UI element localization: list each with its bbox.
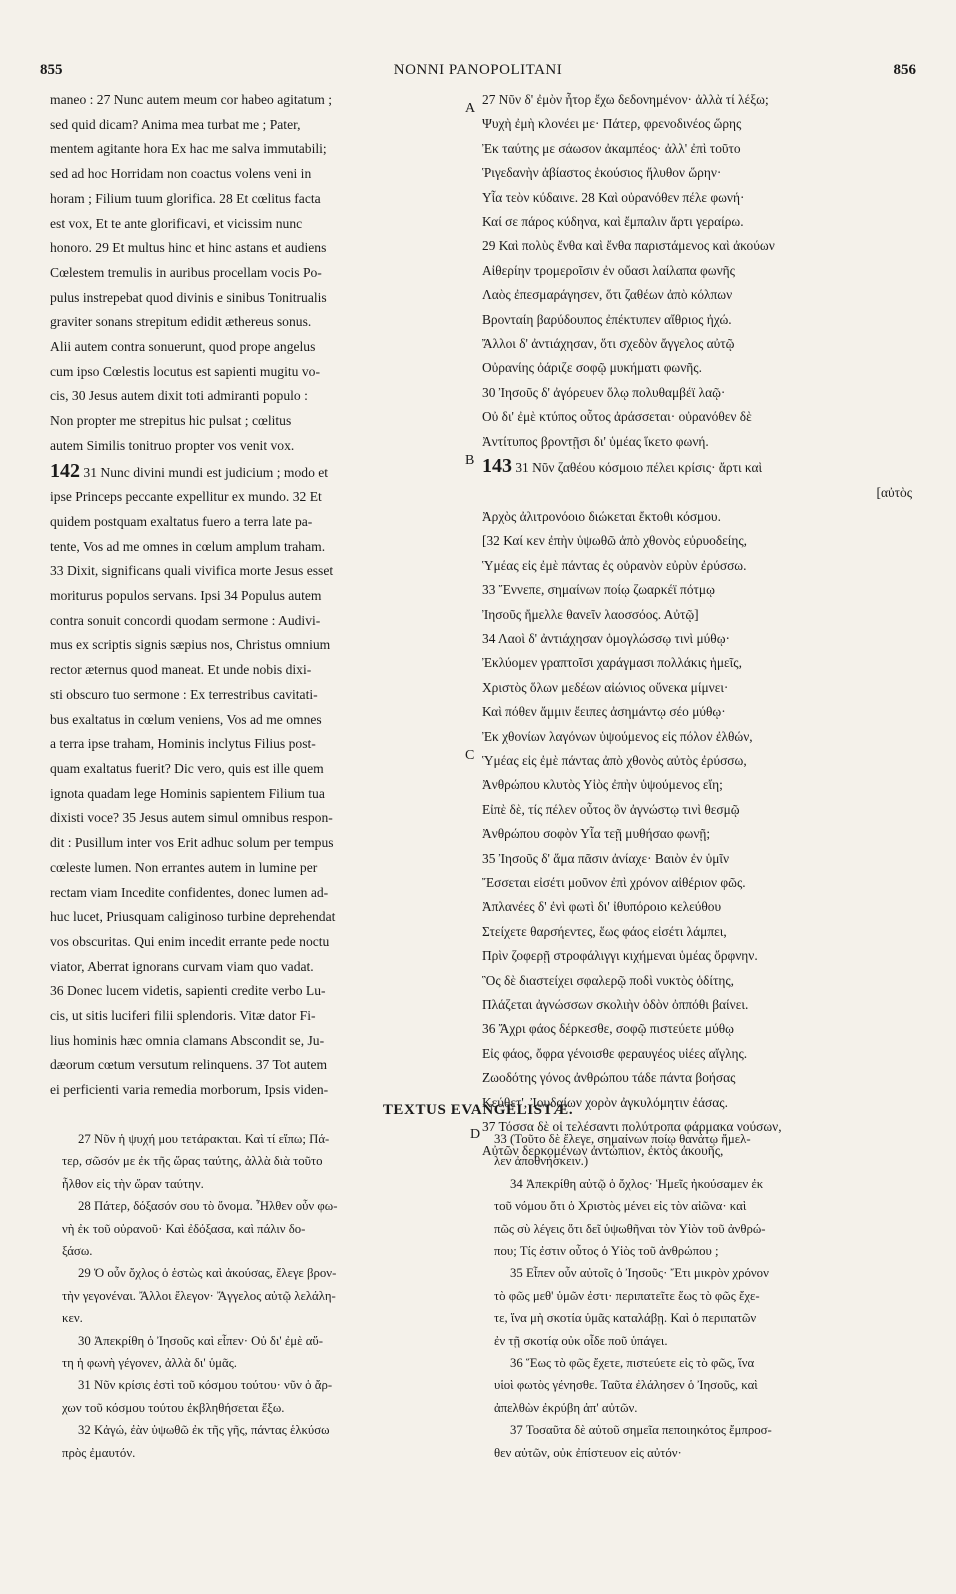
evangel-text-left xyxy=(62,1128,460,1464)
greek-verse-line: [32 Καί κεν ἐπὴν ὑψωθῶ ἀπὸ χθονὸς εὐρυοδείης, xyxy=(482,533,748,549)
running-title: NONNI PANOPOLITANI xyxy=(393,62,563,78)
greek-verse-line: Ὑμέας εἰς ἐμὲ πάντας ἀπὸ χθονὸς αὐτὸς ἐρύσσω, xyxy=(482,752,747,768)
greek-verse-line: Ἰησοῦς ἤμελλε θανεῖν λαοσσόος. Αὐτῷ] xyxy=(482,606,699,622)
greek-verse-line: Ἄλλοι δ' ἀντιάχησαν, ὅτι σχεδὸν ἄγγελος αὐτῷ xyxy=(482,336,735,352)
latin-text-line: 33 Dixit, significans quali vivifica morte Jesus esset xyxy=(50,563,334,579)
greek-verse-line: Υἷα τεὸν κύδαινε. 28 Καὶ οὐρανόθεν πέλε φωνή· xyxy=(482,189,745,205)
greek-verse-line: 34 Λαοὶ δ' ἀντιάχησαν ὁμογλώσσῳ τινὶ μύθῳ· xyxy=(482,630,730,646)
evangel-line: 32 Κἀγώ, ἐὰν ὑψωθῶ ἐκ τῆς γῆς, πάντας ἑλκύσω xyxy=(78,1423,330,1438)
greek-verse-line: 29 Καὶ πολὺς ἔνθα καὶ ἔνθα παριστάμενος καὶ ἀκούων xyxy=(482,238,775,254)
evangel-line: 29 Ὁ οὖν ὄχλος ὁ ἑστὼς καὶ ἀκούσας, ἔλεγε βρον- xyxy=(78,1266,337,1281)
latin-text-line: lius hominis hæc omnia clamans Abscondit se, Ju- xyxy=(50,1032,325,1048)
greek-verse-line: Ῥιγεδανὴν ἀβίαστος ἑκούσιος ἤλυθον ὥρην· xyxy=(482,165,722,181)
greek-verse-line: Ἐκ ταύτης με σάωσον ἀκαμπέος· ἀλλ' ἐπὶ τοῦτο xyxy=(482,140,741,156)
latin-text-line: sti obscuro tuo sermone : Ex terrestribus cavitati- xyxy=(50,686,318,702)
evangel-line: θεν αὐτῶν, οὐκ ἐπίστευον εἰς αὐτόν· xyxy=(494,1445,682,1460)
greek-verse-line: Ζωοδότης γόνος ἀνθρώπου τάδε πάντα βοήσας xyxy=(482,1070,736,1086)
greek-verse-line: Ψυχὴ ἐμὴ κλονέει με· Πάτερ, φρενοδινέος ὥρης xyxy=(482,116,742,132)
evangel-line: τὸ φῶς μεθ' ὑμῶν ἐστι· περιπατεῖτε ἕως τὸ φῶς ἔχε- xyxy=(494,1288,760,1303)
evangel-line: 27 Νῦν ἡ ψυχή μου τετάρακται. Καὶ τί εἴπω; Πά- xyxy=(78,1132,330,1146)
latin-text-line: horam ; Filium tuum glorifica. 28 Et cœlitus facta xyxy=(50,190,321,206)
evangel-line: ἀπελθὼν ἐκρύβη ἀπ' αὐτῶν. xyxy=(494,1400,638,1415)
latin-text-line: est vox, Et te ante glorificavi, et vicissim nunc xyxy=(50,215,303,231)
latin-text-line: dixisti voce? 35 Jesus autem simul omnibus respon- xyxy=(50,810,333,826)
latin-text-line: quam exaltatus fuerit? Dic vero, quis est ille quem xyxy=(50,760,324,776)
section-number-142: 142 xyxy=(50,459,80,482)
greek-verse-line: 27 Νῦν δ' ἐμὸν ἦτορ ἔχω δεδονημένον· ἀλλὰ τί λέξω; xyxy=(482,92,769,107)
greek-verse-line: Ἀπλανέες δ' ἐνὶ φωτὶ δι' ἰθυπόροιο κελεύθου xyxy=(482,899,722,915)
evangel-line: 35 Εἶπεν οὖν αὐτοῖς ὁ Ἰησοῦς· Ἔτι μικρὸν χρόνον xyxy=(510,1266,769,1281)
greek-verse-line: Πλάζεται ἀγνώσσων σκολιὴν ὁδὸν ὀππόθι βαίνει. xyxy=(482,997,749,1013)
greek-verse-line: Ἀνθρώπου κλυτὸς Υἱὸς ἐπὴν ὑψούμενος εἴη; xyxy=(482,777,723,793)
latin-text-line: rector æternus quod maneat. Et unde nobis dixi- xyxy=(50,662,312,678)
greek-verse-line: Καὶ πόθεν ἄμμιν ἔειπες ἀσημάντῳ σέο μύθῳ· xyxy=(482,704,726,720)
evangel-line: πρὸς ἐμαυτόν. xyxy=(62,1445,136,1460)
evangel-text-right xyxy=(494,1128,912,1464)
evangel-line: κεν. xyxy=(62,1311,83,1326)
greek-verse-line: Ὃς δὲ διαστείχει σφαλερῷ ποδὶ νυκτὸς ὁδίτης, xyxy=(482,972,734,988)
evangel-line: ἐν τῇ σκοτίᾳ οὐκ οἶδε ποῦ ὑπάγει. xyxy=(494,1333,668,1348)
greek-verse-line: Αὐτῶν δερκομένων ἀντώπιον, ἐκτὸς ἀκουῆς, xyxy=(482,1143,724,1159)
latin-text-line: cis, ut sitis luciferi filii splendoris. Vitæ dator Fi- xyxy=(50,1008,316,1024)
greek-verse-line: 37 Τόσσα δὲ οἱ τελέσαντι πολύτροπα φάρμακα νούσων, xyxy=(482,1119,782,1135)
evangel-line: 31 Νῦν κρίσις ἐστὶ τοῦ κόσμου τούτου· νῦν ὁ ἄρ- xyxy=(78,1378,333,1393)
evangel-line: χων τοῦ κόσμου τούτου ἐκβληθήσεται ἔξω. xyxy=(62,1400,285,1415)
evangel-line: 34 Ἀπεκρίθη αὐτῷ ὁ ὄχλος· Ἡμεῖς ἠκούσαμεν ἐκ xyxy=(510,1176,764,1191)
greek-verse-line: Πρὶν ζοφερῇ στροφάλιγγι κιχήμεναι ὑμέας ὄρφνην. xyxy=(482,948,758,964)
evangel-line: τὴν γεγονέναι. Ἄλλοι ἔλεγον· Ἄγγελος αὐτῷ λελάλη- xyxy=(62,1288,336,1303)
greek-verse-line: Εἰς φάος, ὄφρα γένοισθε φεραυγέος υἱέες αἴγλης. xyxy=(482,1045,748,1061)
greek-verse-line: Αἰθερίην τρομεροῖσιν ἐν οὔασι λαίλαπα φωνῆς xyxy=(482,262,735,278)
greek-verse-line: Ὑμέας εἰς ἐμὲ πάντας ἐς οὐρανὸν εὐρὺν ἐρύσσω. xyxy=(482,557,747,573)
page-number-right: 856 xyxy=(893,62,916,78)
latin-section-line xyxy=(50,459,460,486)
latin-text-line: sed ad hoc Horridam non coactus volens veni in xyxy=(50,166,312,182)
latin-text-line: rectam viam Incedite confidentes, donec lumen ad- xyxy=(50,884,329,900)
greek-verse-line: 30 Ἰησοῦς δ' ἀγόρευεν ὅλῳ πολυθαμβέϊ λαῷ· xyxy=(482,384,726,400)
greek-verse-line: 35 Ἰησοῦς δ' ἅμα πᾶσιν ἀνίαχε· Βαιὸν ἐν ὑμῖν xyxy=(482,850,730,866)
evangel-line: που; Τίς ἐστιν οὗτος ὁ Υἱὸς τοῦ ἀνθρώπου ; xyxy=(494,1244,719,1259)
greek-section-continuation: [αὐτὸς xyxy=(876,484,912,500)
greek-verse-line: Βρονταίη βαρύδουπος ἐπέκτυπεν αἴθριος ἠχώ. xyxy=(482,311,732,327)
margin-letter-c: C xyxy=(465,748,475,763)
greek-verse-line: Καί σε πάρος κύδηνα, καὶ ἔμπαλιν ἄρτι γεραίρω. xyxy=(482,214,744,230)
greek-verse-line: Ἀνθρώπου σοφὸν Υἷα τεῇ μυθήσαο φωνῇ; xyxy=(482,826,711,842)
latin-text-line: sed quid dicam? Anima mea turbat me ; Pater, xyxy=(50,116,301,132)
latin-text-line: graviter sonans strepitum edidit æthereus sonus. xyxy=(50,314,312,330)
page-number-left: 855 xyxy=(40,62,63,78)
evangel-line: ἦλθον εἰς τὴν ὥραν ταύτην. xyxy=(62,1176,204,1191)
greek-verse-line: Ἔσσεται εἰσέτι μοῦνον ἐπὶ χρόνον αἰθέριον φῶς. xyxy=(482,875,746,890)
latin-text-line: cis, 30 Jesus autem dixit toti admiranti populo : xyxy=(50,388,308,404)
greek-verse-line: Στείχετε θαρσήεντες, ἕως φάος εἰσέτι λάμπει, xyxy=(482,923,727,939)
latin-text-line: cœleste lumen. Non errantes autem in lumine per xyxy=(50,859,318,875)
greek-verse-line: Οὐ δι' ἐμὲ κτύπος οὗτος ἀράσσεται· οὐρανόθεν δὲ xyxy=(482,409,752,425)
latin-text-line: Cœlestem tremulis in auribus procellam vocis Po- xyxy=(50,264,322,280)
evangel-line: νὴ ἐκ τοῦ οὐρανοῦ· Καὶ ἐδόξασα, καὶ πάλιν δο- xyxy=(62,1221,306,1236)
latin-text-line: viator, Aberrat ignorans curvam viam quo vadat. xyxy=(50,958,314,974)
running-header xyxy=(40,62,916,82)
greek-section-text: 31 Νῦν ζαθέου κόσμοιο πέλει κρίσις· ἄρτι καὶ xyxy=(515,460,763,476)
greek-verse-line: Ἀρχὸς ἀλιτρονόοιο διώκεται ἔκτοθι κόσμου. xyxy=(482,508,721,524)
evangel-line: υἱοὶ φωτὸς γένησθε. Ταῦτα ἐλάλησεν ὁ Ἰησοῦς, καὶ xyxy=(494,1378,758,1393)
latin-text-line: dit : Pusillum inter vos Erit adhuc solum per tempus xyxy=(50,835,334,851)
latin-text-line: ignota quadam lege Hominis sapientem Filium tua xyxy=(50,785,325,801)
latin-text-line: mentem agitante hora Ex hac me salva immutabili; xyxy=(50,141,327,157)
margin-letter-d: D xyxy=(470,1127,481,1142)
greek-verse-column xyxy=(482,88,912,1164)
greek-verse-line: Οὐρανίης ὀάριζε σοφῷ μυκήματι φωνῆς. xyxy=(482,360,702,376)
evangel-line: 28 Πάτερ, δόξασόν σου τὸ ὄνομα. Ἦλθεν οὖν φω- xyxy=(78,1199,338,1214)
margin-letter-a: A xyxy=(465,101,476,116)
greek-verse-line: Χριστὸς ὅλων μεδέων αἰώνιος οὕνεκα μίμνει· xyxy=(482,679,729,695)
latin-text-line: vos obscuritas. Qui enim incedit errante pede noctu xyxy=(50,933,330,949)
greek-verse-line: 33 Ἔννεπε, σημαίνων ποίῳ ζωαρκέϊ πότμῳ xyxy=(482,582,715,598)
latin-text-line: dæorum cœtum versutum relinquens. 37 Tot autem xyxy=(50,1057,328,1073)
latin-text-line: quidem postquam exaltatus fuero a terra late pa- xyxy=(50,513,313,529)
greek-verse-line: 36 Ἄχρι φάος δέρκεσθε, σοφῷ πιστεύετε μύθῳ xyxy=(482,1021,734,1037)
latin-text-line: ipse Princeps peccante expellitur ex mundo. 32 Et xyxy=(50,489,322,505)
latin-text-line: Non propter me strepitus hic pulsat ; cœlitus xyxy=(50,413,292,429)
latin-text-line: pulus instrepebat quod divinis e sinibus Tonitrualis xyxy=(50,289,327,305)
evangel-line: τοῦ νόμου ὅτι ὁ Χριστὸς μένει εἰς τὸν αἰῶνα· καὶ xyxy=(494,1199,747,1214)
evangel-line: λεν ἀποθνήσκειν.) xyxy=(494,1154,589,1169)
latin-text-line: ei perficienti varia remedia morborum, Ipsis viden- xyxy=(50,1082,329,1098)
latin-translation-column xyxy=(50,88,460,1103)
evangel-line: τε, ἵνα μὴ σκοτία ὑμᾶς καταλάβῃ. Καὶ ὁ περιπατῶν xyxy=(494,1311,757,1326)
greek-verse-line: Ἐκ χθονίων λαγόνων ὑψούμενος εἰς πόλον ἐλθών, xyxy=(482,728,753,744)
latin-section-text: 31 Nunc divini mundi est judicium ; modo et xyxy=(83,464,329,480)
latin-text-line: Alii autem contra sonuerunt, quod prope angelus xyxy=(50,339,316,355)
latin-text-line: a terra ipse traham, Hominis inclytus Filius post- xyxy=(50,736,316,752)
evangel-line: 30 Ἀπεκρίθη ὁ Ἰησοῦς καὶ εἶπεν· Οὐ δι' ἐμὲ αὕ- xyxy=(78,1333,324,1348)
greek-verse-line: Ἀντίτυπος βροντῇσι δι' ὑμέας ἵκετο φωνή. xyxy=(482,433,709,449)
evangel-line: πῶς σὺ λέγεις ὅτι δεῖ ὑψωθῆναι τὸν Υἱὸν τοῦ ἀνθρώ- xyxy=(494,1221,766,1236)
section-number-143: 143 xyxy=(482,455,512,478)
greek-verse-line: Ἐκλύομεν γραπτοῖσι χαράγμασι πολλάκις ἡμεῖς, xyxy=(482,655,742,671)
latin-text-line: bus exaltatus in cœlum veniens, Vos ad me omnes xyxy=(50,711,322,727)
evangel-line: τερ, σῶσόν με ἐκ τῆς ὥρας ταύτης, ἀλλὰ διὰ τοῦτο xyxy=(62,1154,323,1169)
greek-verse-line: Λαὸς ἐπεσμαράγησεν, ὅτι ζαθέων ἀπὸ κόλπων xyxy=(482,287,733,303)
latin-text-line: autem Similis tonitruo propter vos venit vox. xyxy=(50,437,295,453)
latin-text-line: mus ex scriptis signis sæpius nos, Christus omnium xyxy=(50,637,331,653)
latin-text-line: honoro. 29 Et multus hinc et hinc astans et audiens xyxy=(50,240,327,256)
evangel-line: τη ἡ φωνὴ γέγονεν, ἀλλὰ δι' ὑμᾶς. xyxy=(62,1356,238,1371)
latin-text-line: maneo : 27 Nunc autem meum cor habeo agitatum ; xyxy=(50,92,332,107)
latin-text-line: huc lucet, Priusquam caliginoso turbine deprehendat xyxy=(50,909,336,925)
evangel-line: 33 (Τοῦτο δὲ ἔλεγε, σημαίνων ποίῳ θανάτῳ ἤμελ- xyxy=(494,1132,751,1146)
evangel-line: 37 Τοσαῦτα δὲ αὐτοῦ σημεῖα πεποιηκότος ἔμπροσ- xyxy=(510,1423,772,1438)
section-heading: TEXTUS EVANGELISTÆ. xyxy=(382,1102,574,1118)
latin-text-line: tente, Vos ad me omnes in cœlum amplum traham. xyxy=(50,538,326,554)
greek-verse-line: Κεύθετ', Ἰουδαίων χορὸν ἀγκυλόμητιν ἐάσας. xyxy=(482,1094,728,1110)
latin-text-line: 36 Donec lucem videtis, sapienti credite verbo Lu- xyxy=(50,983,326,999)
evangel-line: 36 Ἕως τὸ φῶς ἔχετε, πιστεύετε εἰς τὸ φῶς, ἵνα xyxy=(510,1356,755,1371)
evangel-line: ξάσω. xyxy=(62,1244,93,1259)
latin-text-line: cum ipso Cœlestis locutus est sapienti mugitu vo- xyxy=(50,363,320,379)
greek-section-line xyxy=(482,454,912,480)
latin-text-line: moriturus populos servans. Ipsi 34 Populus autem xyxy=(50,588,322,604)
greek-verse-line: Εἰπὲ δὲ, τίς πέλεν οὗτος ὃν ἀγνώστῳ τινὶ θεσμῷ xyxy=(482,801,740,817)
margin-letter-b: B xyxy=(465,453,475,468)
latin-text-line: contra sonuit concordi quodam sermone : Audivi- xyxy=(50,612,321,628)
